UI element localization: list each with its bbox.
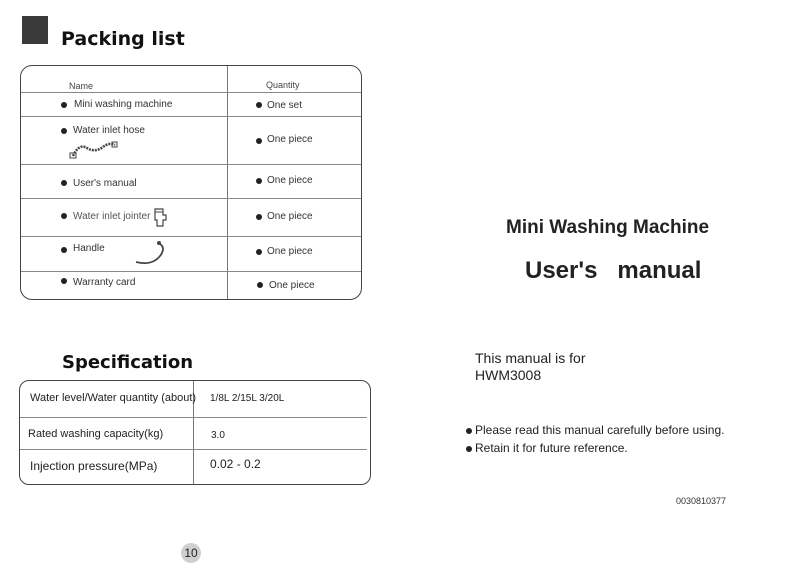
bullet-dot-icon [256, 102, 262, 108]
bullet-dot-icon [256, 249, 262, 255]
bullet-dot-icon [61, 247, 67, 253]
specification-title: Specification [62, 352, 194, 373]
bullet-dot-icon [61, 213, 67, 219]
spec-label: Injection pressure(MPa) [30, 459, 158, 473]
page-number: 10 [181, 543, 201, 563]
row-divider [21, 236, 361, 237]
item-name: Water inlet hose [73, 125, 145, 136]
item-name: Mini washing machine [74, 99, 173, 110]
row-divider [20, 449, 367, 450]
header-quantity: Quantity [266, 80, 300, 90]
packing-list-title: Packing list [61, 28, 185, 50]
spec-label: Rated washing capacity(kg) [28, 428, 164, 440]
item-name: Water inlet jointer [73, 211, 151, 222]
spec-value: 3.0 [211, 430, 225, 441]
model-number: HWM3008 [475, 367, 542, 383]
instruction-bullet: Retain it for future reference. [475, 441, 628, 455]
product-name: Mini Washing Machine [506, 217, 710, 238]
item-quantity: One set [267, 100, 303, 111]
spec-value: 1/8L 2/15L 3/20L [210, 393, 285, 404]
row-divider [21, 116, 361, 117]
row-divider [21, 92, 361, 93]
item-name: Warranty card [73, 277, 136, 288]
item-name: Handle [73, 243, 105, 254]
row-divider [21, 271, 361, 272]
row-divider [20, 417, 367, 418]
item-quantity: One piece [267, 211, 313, 222]
bullet-dot-icon [61, 278, 67, 284]
bullet-dot-icon [256, 178, 262, 184]
bullet-dot-icon [256, 214, 262, 220]
bullet-dot-icon [256, 138, 262, 144]
spec-value: 0.02 - 0.2 [210, 457, 261, 471]
handle-icon [134, 240, 170, 266]
bullet-dot-icon [61, 102, 67, 108]
row-divider [21, 198, 361, 199]
item-quantity: One piece [267, 246, 313, 257]
bullet-dot-icon [61, 128, 67, 134]
item-quantity: One piece [267, 134, 313, 145]
item-quantity: One piece [269, 280, 315, 291]
column-divider [227, 66, 228, 299]
specification-table [19, 380, 371, 485]
bullet-dot-icon [257, 282, 263, 288]
bullet-dot-icon [466, 446, 472, 452]
item-name: User's manual [73, 178, 137, 189]
header-name: Name [69, 81, 94, 91]
manual-title: User's manual [525, 257, 702, 284]
row-divider [21, 164, 361, 165]
bullet-dot-icon [61, 180, 67, 186]
instruction-bullet: Please read this manual carefully before using. [475, 423, 725, 437]
packing-table [20, 65, 362, 300]
hose-icon [69, 139, 119, 161]
document-code: 0030810377 [676, 496, 727, 506]
bullet-dot-icon [466, 428, 472, 434]
spec-label: Water level/Water quantity (about) [30, 392, 197, 404]
section-marker-square [22, 16, 48, 44]
item-quantity: One piece [267, 175, 313, 186]
manual-for-line: This manual is for [475, 350, 586, 366]
jointer-icon [151, 206, 171, 230]
